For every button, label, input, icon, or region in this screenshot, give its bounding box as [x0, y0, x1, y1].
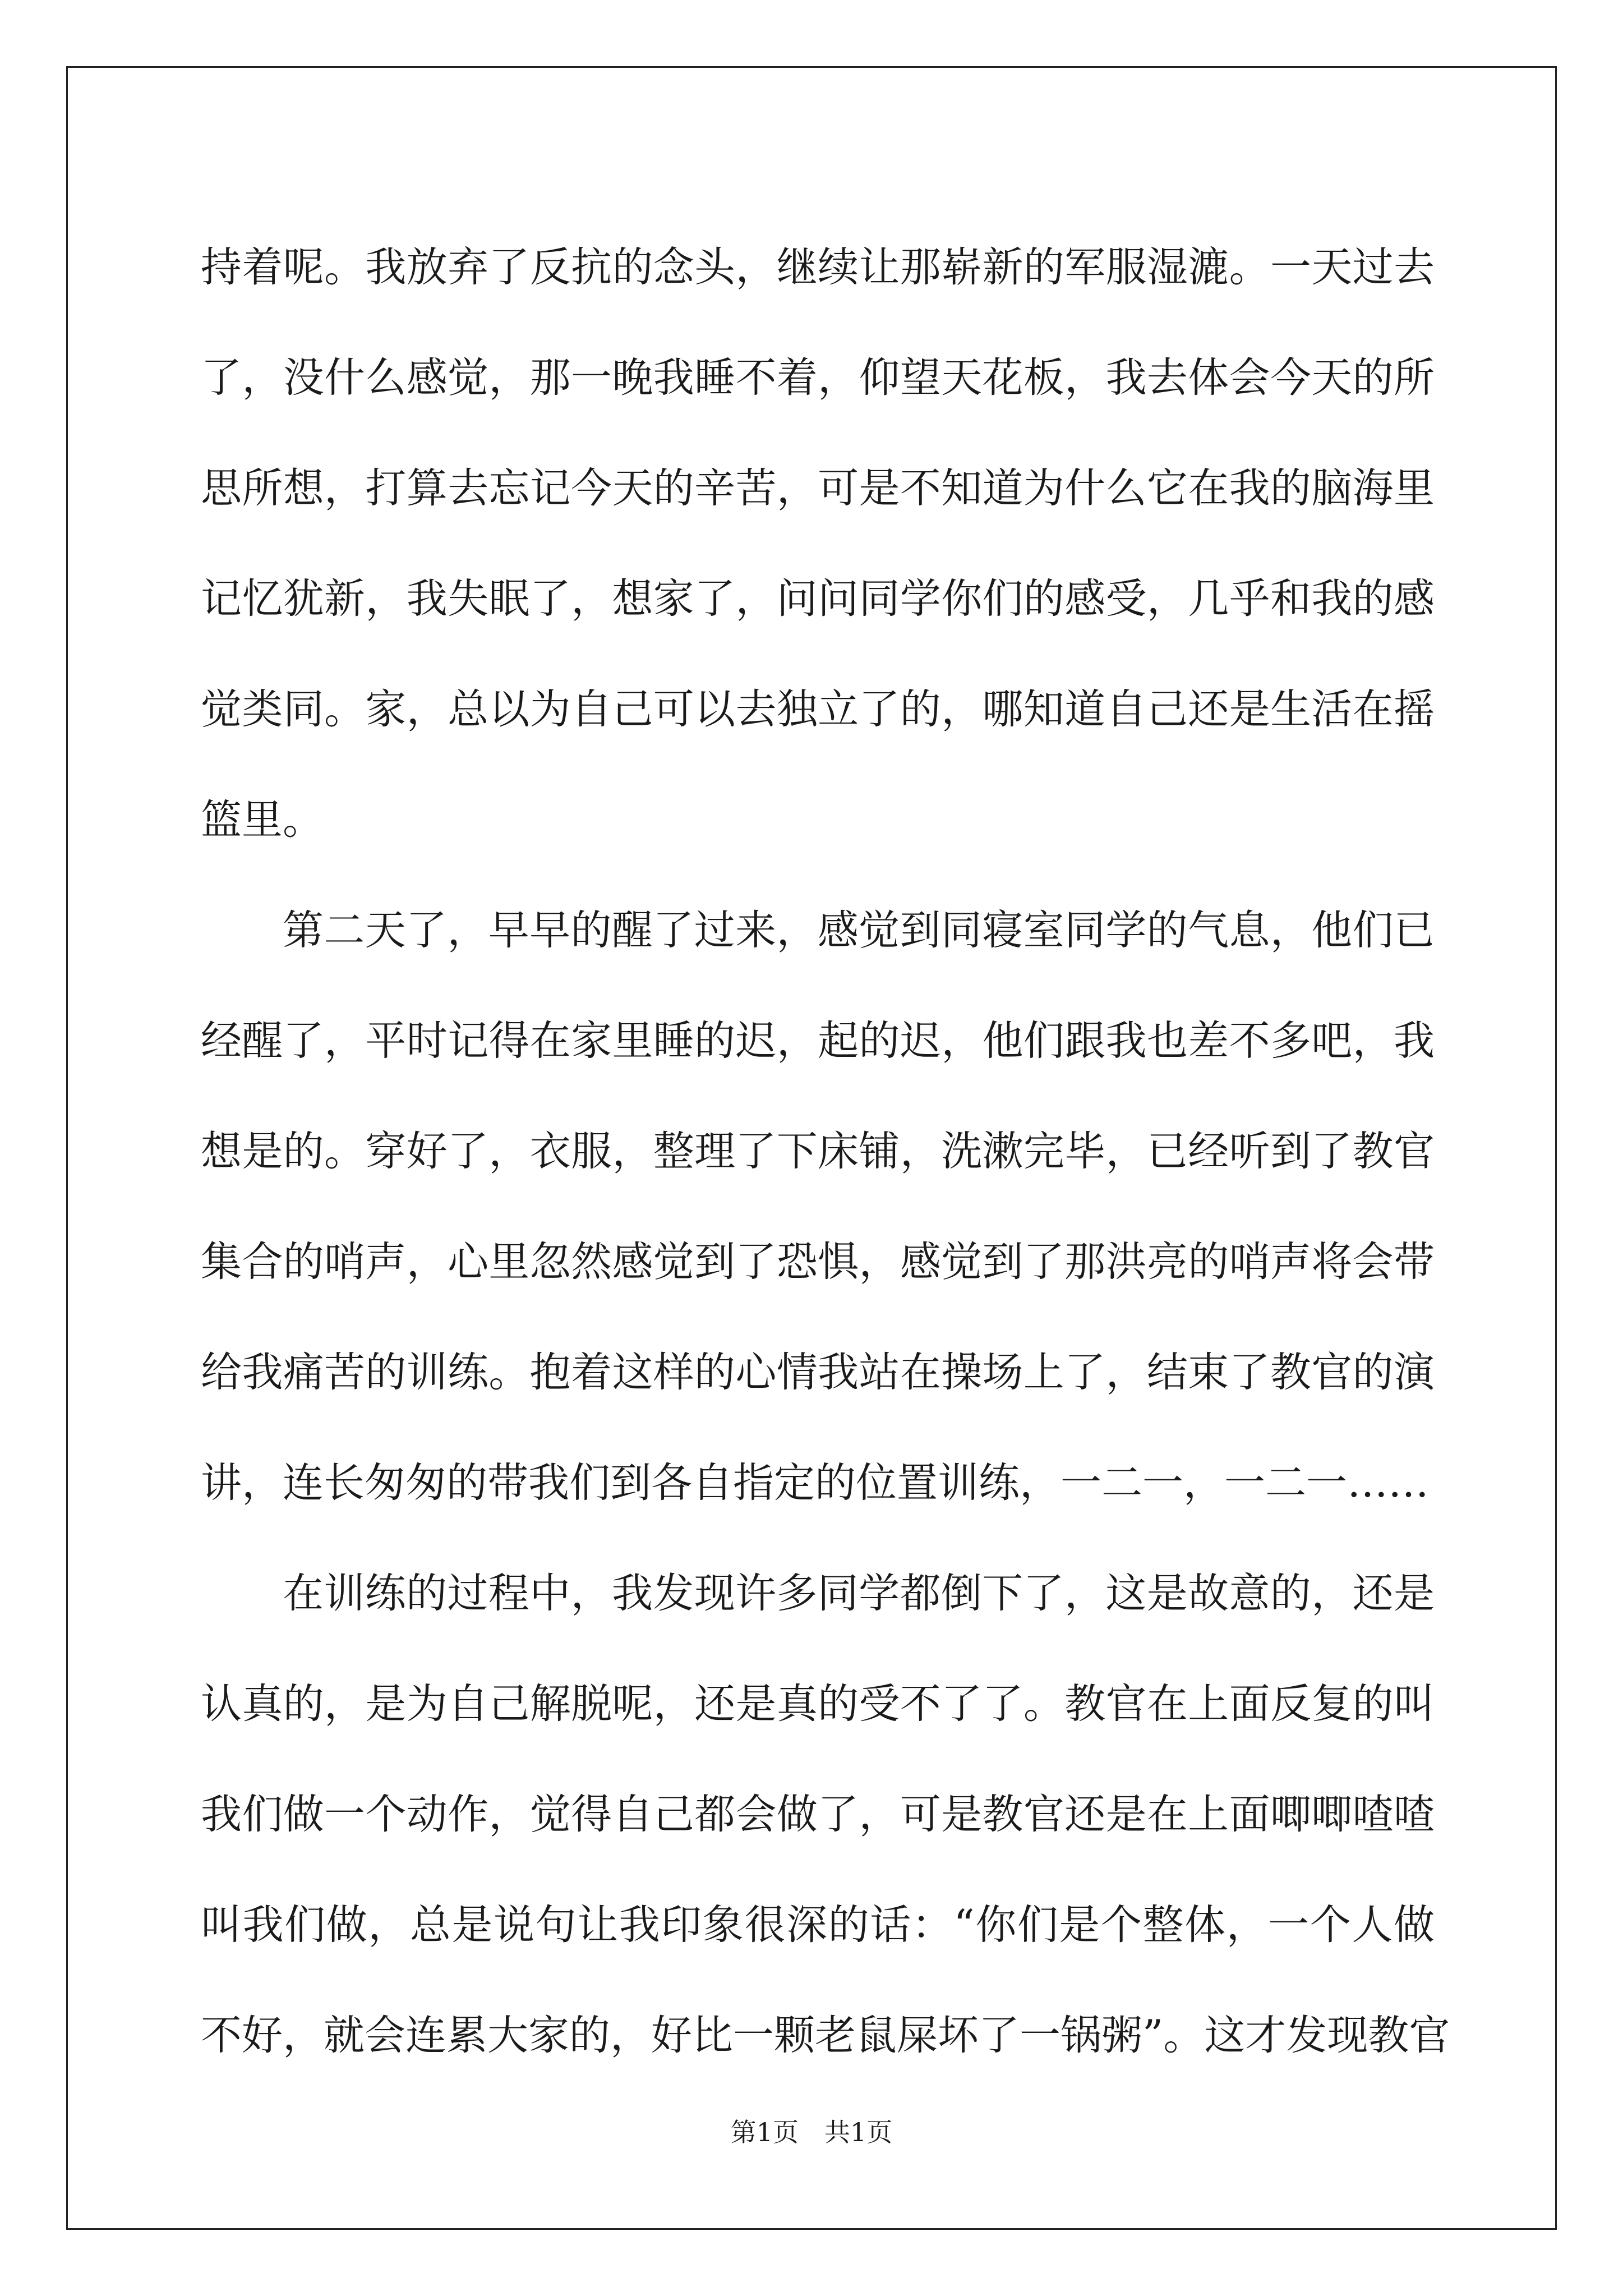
text-line-17: 不好，就会连累大家的，好比一颗老鼠屎坏了一锅粥”。这才发现教官: [201, 2012, 1450, 2059]
page-footer: 第1页 共1页: [730, 2117, 893, 2147]
text-line-11: 给我痛苦的训练。抱着这样的心情我站在操场上了，结束了教官的演: [201, 1349, 1435, 1396]
text-line-4: 记忆犹新，我失眠了，想家了，问问同学你们的感受，几乎和我的感: [201, 575, 1435, 623]
text-line-8: 经醒了，平时记得在家里睡的迟，起的迟，他们跟我也差不多吧，我: [201, 1017, 1435, 1065]
text-line-12: 讲，连长匆匆的带我们到各自指定的位置训练，一二一，一二一……: [201, 1459, 1429, 1507]
text-line-5: 觉类同。家，总以为自己可以去独立了的，哪知道自己还是生活在摇: [201, 685, 1435, 733]
text-line-2: 了，没什么感觉，那一晚我睡不着，仰望天花板，我去体会今天的所: [201, 354, 1435, 402]
text-line-14: 认真的，是为自己解脱呢，还是真的受不了了。教官在上面反复的叫: [201, 1680, 1435, 1728]
text-line-9: 想是的。穿好了，衣服，整理了下床铺，洗漱完毕，已经听到了教官: [201, 1128, 1435, 1175]
text-line-1: 持着呢。我放弃了反抗的念头，继续让那崭新的军服湿漉。一天过去: [201, 243, 1435, 291]
text-line-7: 第二天了，早早的醒了过来，感觉到同寝室同学的气息，他们已: [283, 907, 1435, 954]
text-line-3: 思所想，打算去忘记今天的辛苦，可是不知道为什么它在我的脑海里: [201, 464, 1435, 512]
document-body: [201, 212, 1450, 2091]
text-line-16: 叫我们做，总是说句让我印象很深的话：“你们是个整体，一个人做: [201, 1901, 1435, 1949]
text-line-6: 篮里。: [201, 796, 324, 844]
text-line-15: 我们做一个动作，觉得自己都会做了，可是教官还是在上面唧唧喳喳: [201, 1791, 1435, 1838]
text-line-13: 在训练的过程中，我发现许多同学都倒下了，这是故意的，还是: [283, 1570, 1435, 1617]
text-line-10: 集合的哨声，心里忽然感觉到了恐惧，感觉到了那洪亮的哨声将会带: [201, 1238, 1435, 1286]
